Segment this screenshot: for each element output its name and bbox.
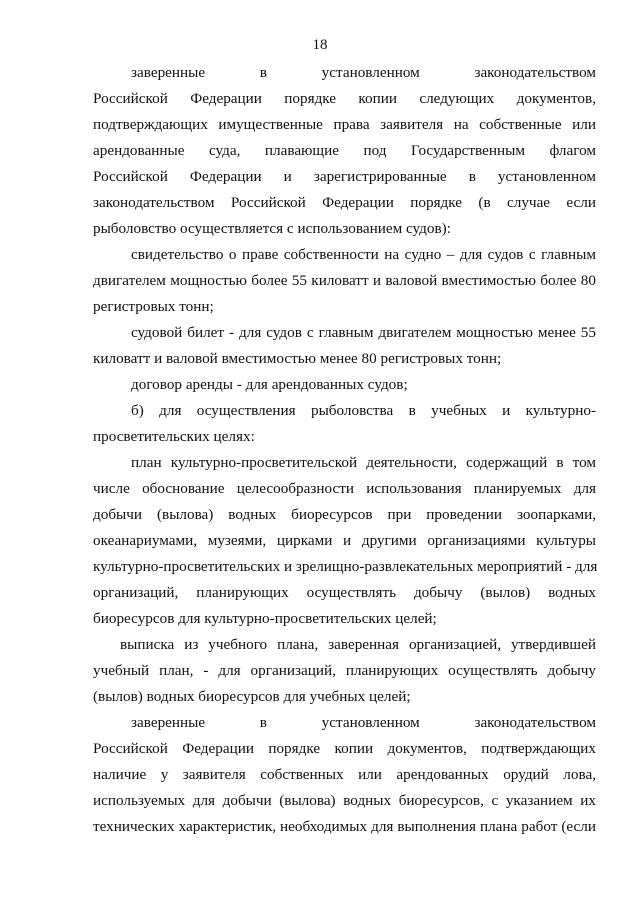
text-line: б) для осуществления рыболовства в учебных и культурно- [131,402,596,419]
text-line: заверенные в установленном законодательством [131,714,596,731]
text-line: океанариумами, музеями, цирками и другими организациями культуры [93,532,596,549]
page-number: 18 [312,37,328,53]
text-line: заверенные в установленном законодательством [131,64,596,81]
text-line: план культурно-просветительской деятельности, содержащий в том [131,454,596,471]
text-line: биоресурсов для культурно-просветительских целей; [93,610,437,627]
text-line: двигателем мощностью более 55 киловатт и валовой вместимостью более 80 [93,272,596,289]
text-line: регистровых тонн; [93,298,214,315]
text-line: судовой билет - для судов с главным двигателем мощностью менее 55 [131,324,596,341]
text-line: выписка из учебного плана, заверенная организацией, утвердившей [120,636,596,653]
text-line: Российской Федерации и зарегистрированные в установленном [93,168,596,185]
text-line: добычи (вылова) водных биоресурсов при проведении зоопарками, [93,506,596,523]
text-line: рыболовство осуществляется с использованием судов): [93,220,451,237]
text-line: просветительских целях: [93,428,255,445]
text-line: культурно-просветительских и зрелищно-развлекательных мероприятий - для [93,558,598,575]
text-line: подтверждающих имущественные права заявителя на собственные или [93,116,596,133]
text-line: используемых для добычи (вылова) водных биоресурсов, с указанием их [93,792,596,809]
text-line: арендованные суда, плавающие под Государственным флагом [93,142,596,159]
text-line: учебный план, - для организаций, планирующих осуществлять добычу [93,662,596,679]
text-line: законодательством Российской Федерации порядке (в случае если [93,194,596,211]
text-line: киловатт и валовой вместимостью менее 80 регистровых тонн; [93,350,502,367]
text-line: Российской Федерации порядке копии следующих документов, [93,90,596,107]
text-line: организаций, планирующих осуществлять добычу (вылов) водных [93,584,596,601]
text-line: числе обоснование целесообразности использования планируемых для [93,480,596,497]
text-line: (вылов) водных биоресурсов для учебных целей; [93,688,411,705]
text-line: Российской Федерации порядке копии документов, подтверждающих [93,740,596,757]
text-line: свидетельство о праве собственности на судно – для судов с главным [131,246,596,263]
text-line: технических характеристик, необходимых для выполнения плана работ (если [93,818,596,835]
text-line: наличие у заявителя собственных или арендованных орудий лова, [93,766,596,783]
text-line: договор аренды - для арендованных судов; [131,376,408,393]
